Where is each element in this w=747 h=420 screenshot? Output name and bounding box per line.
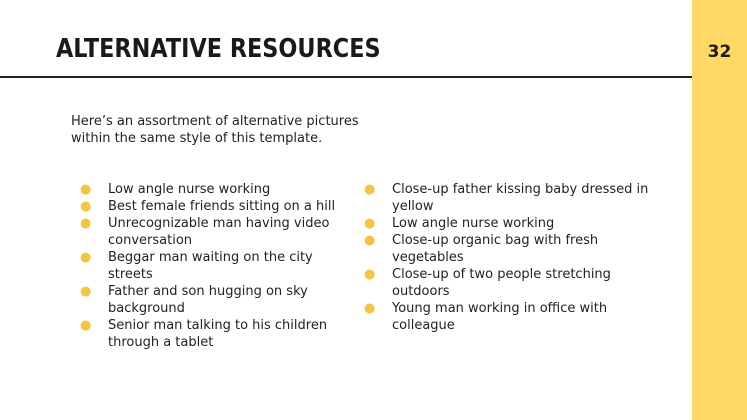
list-item-text: Beggar man waiting on the city streets xyxy=(108,250,313,282)
list-item-text: Senior man talking to his children through a tablet xyxy=(108,318,328,350)
list-item-text: Father and son hugging on sky background xyxy=(108,284,308,316)
list-item xyxy=(364,266,659,300)
right-bullet-list xyxy=(364,181,659,334)
list-item xyxy=(80,198,350,215)
bullet-dot-icon: ● xyxy=(80,216,92,231)
list-item xyxy=(364,181,659,215)
list-item xyxy=(364,300,659,334)
bullet-dot-icon: ● xyxy=(364,233,376,248)
list-item-text: Close-up of two people stretching outdoors xyxy=(392,267,611,299)
bullet-dot-icon: ● xyxy=(364,216,376,231)
page-number: 32 xyxy=(707,42,732,62)
list-item xyxy=(80,181,350,198)
bullet-dot-icon: ● xyxy=(364,267,376,282)
accent-side-panel xyxy=(692,0,747,420)
bullet-dot-icon: ● xyxy=(80,318,92,333)
list-item-text: Low angle nurse working xyxy=(108,182,271,197)
bullet-dot-icon: ● xyxy=(80,182,92,197)
list-item xyxy=(80,215,350,249)
list-item-text: Close-up organic bag with fresh vegetables xyxy=(392,233,599,265)
left-bullet-list xyxy=(80,181,350,351)
bullet-dot-icon: ● xyxy=(80,199,92,214)
bullet-dot-icon: ● xyxy=(364,301,376,316)
intro-text: Here’s an assortment of alternative pictures within the same style of this template. xyxy=(71,114,359,146)
list-item-text: Close-up father kissing baby dressed in yellow xyxy=(392,182,649,214)
list-item-text: Best female friends sitting on a hill xyxy=(108,199,336,214)
bullet-dot-icon: ● xyxy=(364,182,376,197)
bullet-dot-icon: ● xyxy=(80,284,92,299)
list-item xyxy=(364,215,659,232)
bullet-dot-icon: ● xyxy=(80,250,92,265)
list-item xyxy=(80,317,350,351)
list-item-text: Unrecognizable man having video conversation xyxy=(108,216,330,248)
list-item xyxy=(80,249,350,283)
list-item xyxy=(80,283,350,317)
list-item-text: Low angle nurse working xyxy=(392,216,555,231)
slide-title: ALTERNATIVE RESOURCES xyxy=(56,34,381,64)
list-item-text: Young man working in office with colleague xyxy=(392,301,608,333)
list-item xyxy=(364,232,659,266)
title-divider xyxy=(0,76,692,78)
